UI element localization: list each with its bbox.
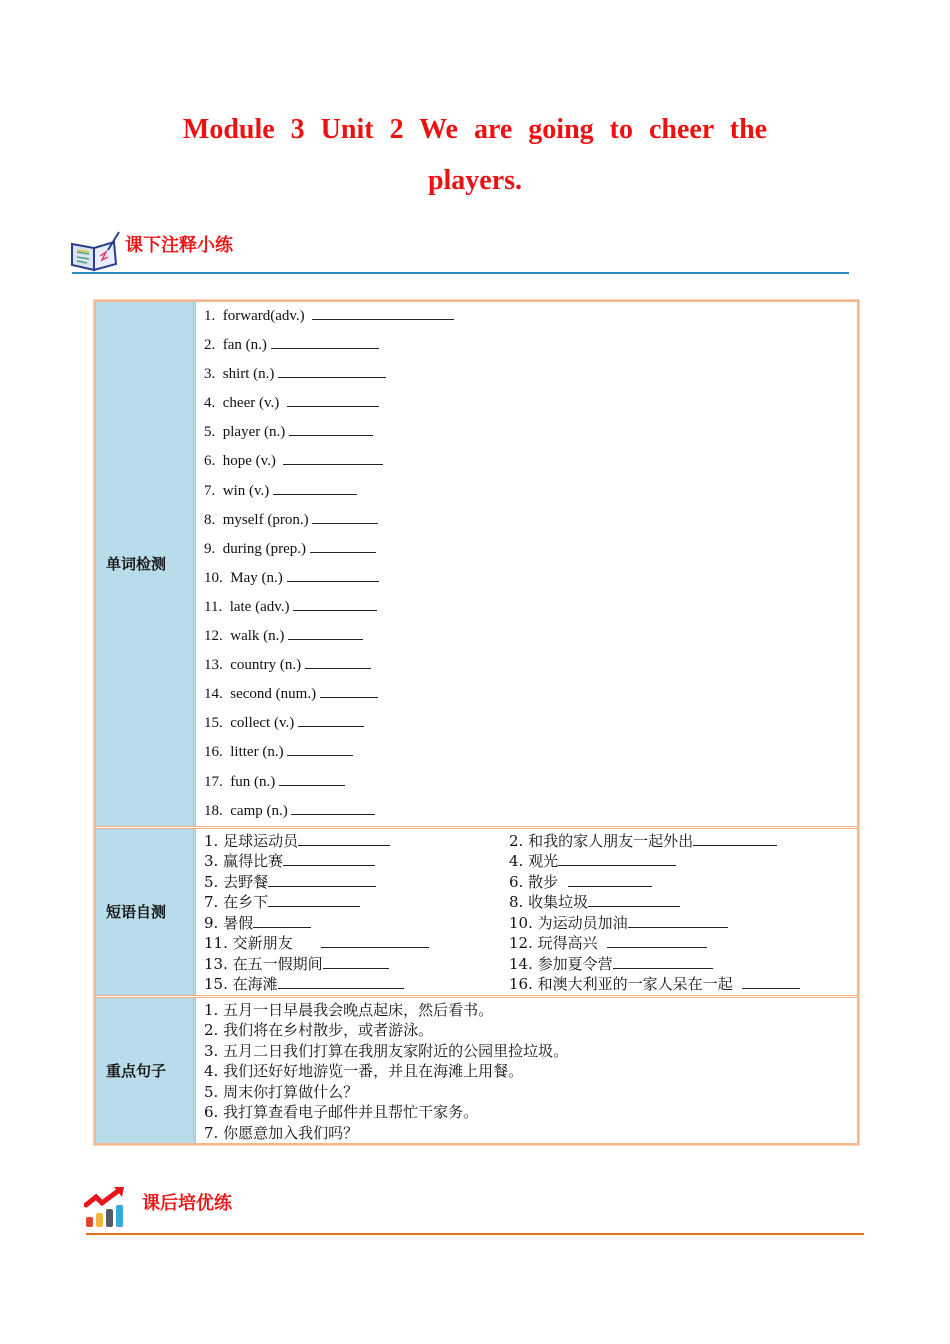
answer-blank[interactable] xyxy=(312,305,454,320)
sentences-row xyxy=(96,995,857,1144)
answer-blank[interactable] xyxy=(283,851,375,866)
phrase-item xyxy=(509,831,857,852)
answer-blank[interactable] xyxy=(278,974,404,989)
answer-blank[interactable] xyxy=(287,392,379,407)
sentence-item-text: 1. 五月一日早晨我会晚点起床，然后看书。 xyxy=(204,1000,494,1019)
phrase-item xyxy=(204,892,509,913)
section-divider-practice xyxy=(86,1233,864,1235)
answer-blank[interactable] xyxy=(253,913,311,928)
phrase-item xyxy=(204,933,509,954)
review-table xyxy=(94,300,859,1145)
answer-blank[interactable] xyxy=(298,831,390,846)
sentence-item xyxy=(204,1102,857,1123)
word-item-text: 4. cheer (v.) xyxy=(204,395,287,412)
answer-blank[interactable] xyxy=(287,567,379,582)
word-item-text: 16. litter (n.) xyxy=(204,744,288,761)
answer-blank[interactable] xyxy=(271,334,379,349)
answer-blank[interactable] xyxy=(289,421,373,436)
answer-blank[interactable] xyxy=(321,933,429,948)
word-item-text: 14. second (num.) xyxy=(204,686,320,703)
sentence-item-text: 5. 周末你打算做什么？ xyxy=(204,1082,359,1101)
words-row xyxy=(96,302,857,826)
growth-chart-icon xyxy=(84,1185,130,1236)
phrase-item xyxy=(204,974,509,995)
word-item xyxy=(204,768,857,797)
section-title-practice: 课后培优练 xyxy=(142,1193,232,1214)
open-book-icon xyxy=(70,230,120,277)
answer-blank[interactable] xyxy=(287,741,353,756)
sentence-item xyxy=(204,1123,857,1144)
sentences-list xyxy=(196,998,857,1144)
word-item xyxy=(204,389,857,418)
word-item xyxy=(204,738,857,767)
answer-blank[interactable] xyxy=(291,800,375,815)
answer-blank[interactable] xyxy=(273,480,357,495)
phrase-item-text: 6. 散步 xyxy=(509,872,568,891)
answer-blank[interactable] xyxy=(293,596,377,611)
phrase-item xyxy=(204,851,509,872)
word-item xyxy=(204,680,857,709)
word-item xyxy=(204,564,857,593)
word-item-text: 8. myself (pron.) xyxy=(204,511,313,528)
word-item-text: 13. country (n.) xyxy=(204,657,305,674)
word-item-text: 17. fun (n.) xyxy=(204,773,279,790)
phrase-item-text: 4. 观光 xyxy=(509,852,559,871)
page-title-line-1: Module 3 Unit 2 We are going to cheer the xyxy=(182,114,768,145)
sentence-item xyxy=(204,1020,857,1041)
phrase-item-text: 9. 暑假 xyxy=(204,913,254,932)
section-header-exercise xyxy=(70,226,370,272)
word-item xyxy=(204,418,857,447)
word-item-text: 15. collect (v.) xyxy=(204,715,298,732)
phrase-item-text: 12. 玩得高兴 xyxy=(509,934,608,953)
word-item xyxy=(204,302,857,331)
word-item xyxy=(204,797,857,826)
section-divider xyxy=(72,272,849,274)
answer-blank[interactable] xyxy=(742,974,800,989)
word-item xyxy=(204,535,857,564)
phrase-item-text: 10. 为运动员加油 xyxy=(509,913,628,932)
word-item-text: 5. player (n.) xyxy=(204,424,289,441)
phrase-item xyxy=(509,954,857,975)
sentence-item xyxy=(204,1000,857,1021)
answer-blank[interactable] xyxy=(613,954,713,969)
phrase-item-text: 2. 和我的家人朋友一起外出 xyxy=(509,831,694,850)
phrase-item xyxy=(509,892,857,913)
phrase-item-text: 16. 和澳大利亚的一家人呆在一起 xyxy=(509,975,743,994)
sentence-item-text: 6. 我打算查看电子邮件并且帮忙干家务。 xyxy=(204,1103,479,1122)
word-item xyxy=(204,593,857,622)
answer-blank[interactable] xyxy=(279,771,345,786)
phrase-item-text: 11. 交新朋友 xyxy=(204,934,322,953)
word-item-text: 9. during (prep.) xyxy=(204,540,310,557)
word-item xyxy=(204,506,857,535)
answer-blank[interactable] xyxy=(283,450,383,465)
section-header-practice xyxy=(70,1185,370,1231)
word-item xyxy=(204,331,857,360)
phrases-header: 短语自测 xyxy=(96,829,196,995)
word-item xyxy=(204,651,857,680)
answer-blank[interactable] xyxy=(268,872,376,887)
word-item xyxy=(204,360,857,389)
word-item-text: 12. walk (n.) xyxy=(204,628,289,645)
section-title-exercise: 课下注释小练 xyxy=(125,235,233,256)
answer-blank[interactable] xyxy=(320,683,378,698)
word-item xyxy=(204,622,857,651)
words-header: 单词检测 xyxy=(96,302,196,826)
phrase-item-text: 15. 在海滩 xyxy=(204,975,278,994)
phrase-item-text: 3. 赢得比赛 xyxy=(204,852,284,871)
phrase-item-text: 13. 在五一假期间 xyxy=(204,954,323,973)
phrases-row xyxy=(96,826,857,995)
answer-blank[interactable] xyxy=(305,654,371,669)
words-list xyxy=(196,302,857,826)
phrase-item xyxy=(204,831,509,852)
sentence-item xyxy=(204,1082,857,1103)
word-item xyxy=(204,447,857,476)
phrase-item-text: 5. 去野餐 xyxy=(204,872,269,891)
sentences-header: 重点句子 xyxy=(96,998,196,1144)
answer-blank[interactable] xyxy=(288,625,363,640)
page-title-line-2: players. xyxy=(427,165,523,196)
word-item-text: 6. hope (v.) xyxy=(204,453,284,470)
word-item xyxy=(204,709,857,738)
word-item xyxy=(204,477,857,506)
phrase-item-text: 7. 在乡下 xyxy=(204,893,269,912)
phrase-item xyxy=(509,913,857,934)
word-item-text: 18. camp (n.) xyxy=(204,802,292,819)
phrases-list xyxy=(196,829,857,995)
phrase-item xyxy=(509,872,857,893)
sentence-item xyxy=(204,1041,857,1062)
word-item-text: 7. win (v.) xyxy=(204,482,274,499)
answer-blank[interactable] xyxy=(312,509,378,524)
phrase-item xyxy=(509,851,857,872)
sentence-item xyxy=(204,1061,857,1082)
sentence-item-text: 7. 你愿意加入我们吗？ xyxy=(204,1123,359,1142)
answer-blank[interactable] xyxy=(310,538,376,553)
answer-blank[interactable] xyxy=(268,892,360,907)
phrase-item xyxy=(204,913,509,934)
answer-blank[interactable] xyxy=(607,933,707,948)
answer-blank[interactable] xyxy=(298,712,364,727)
answer-blank[interactable] xyxy=(323,954,389,969)
answer-blank[interactable] xyxy=(628,913,728,928)
phrase-item-text: 14. 参加夏令营 xyxy=(509,954,613,973)
answer-blank[interactable] xyxy=(588,892,680,907)
answer-blank[interactable] xyxy=(693,831,777,846)
answer-blank[interactable] xyxy=(278,363,386,378)
sentence-item-text: 4. 我们还好好地游览一番，并且在海滩上用餐。 xyxy=(204,1062,524,1081)
sentence-item-text: 3. 五月二日我们打算在我朋友家附近的公园里捡垃圾。 xyxy=(204,1041,569,1060)
phrase-item-text: 8. 收集垃圾 xyxy=(509,893,589,912)
word-item-text: 1. forward(adv.) xyxy=(204,308,313,324)
word-item-text: 11. late (adv.) xyxy=(204,598,294,615)
phrase-item xyxy=(204,954,509,975)
phrase-item xyxy=(509,974,857,995)
word-item-text: 2. fan (n.) xyxy=(204,337,271,354)
phrase-item xyxy=(204,872,509,893)
answer-blank[interactable] xyxy=(558,851,676,866)
sentence-item-text: 2. 我们将在乡村散步，或者游泳。 xyxy=(204,1021,434,1040)
phrase-item-text: 1. 足球运动员 xyxy=(204,831,299,850)
word-item-text: 3. shirt (n.) xyxy=(204,366,279,383)
word-item-text: 10. May (n.) xyxy=(204,569,287,586)
phrase-item xyxy=(509,933,857,954)
answer-blank[interactable] xyxy=(568,872,652,887)
